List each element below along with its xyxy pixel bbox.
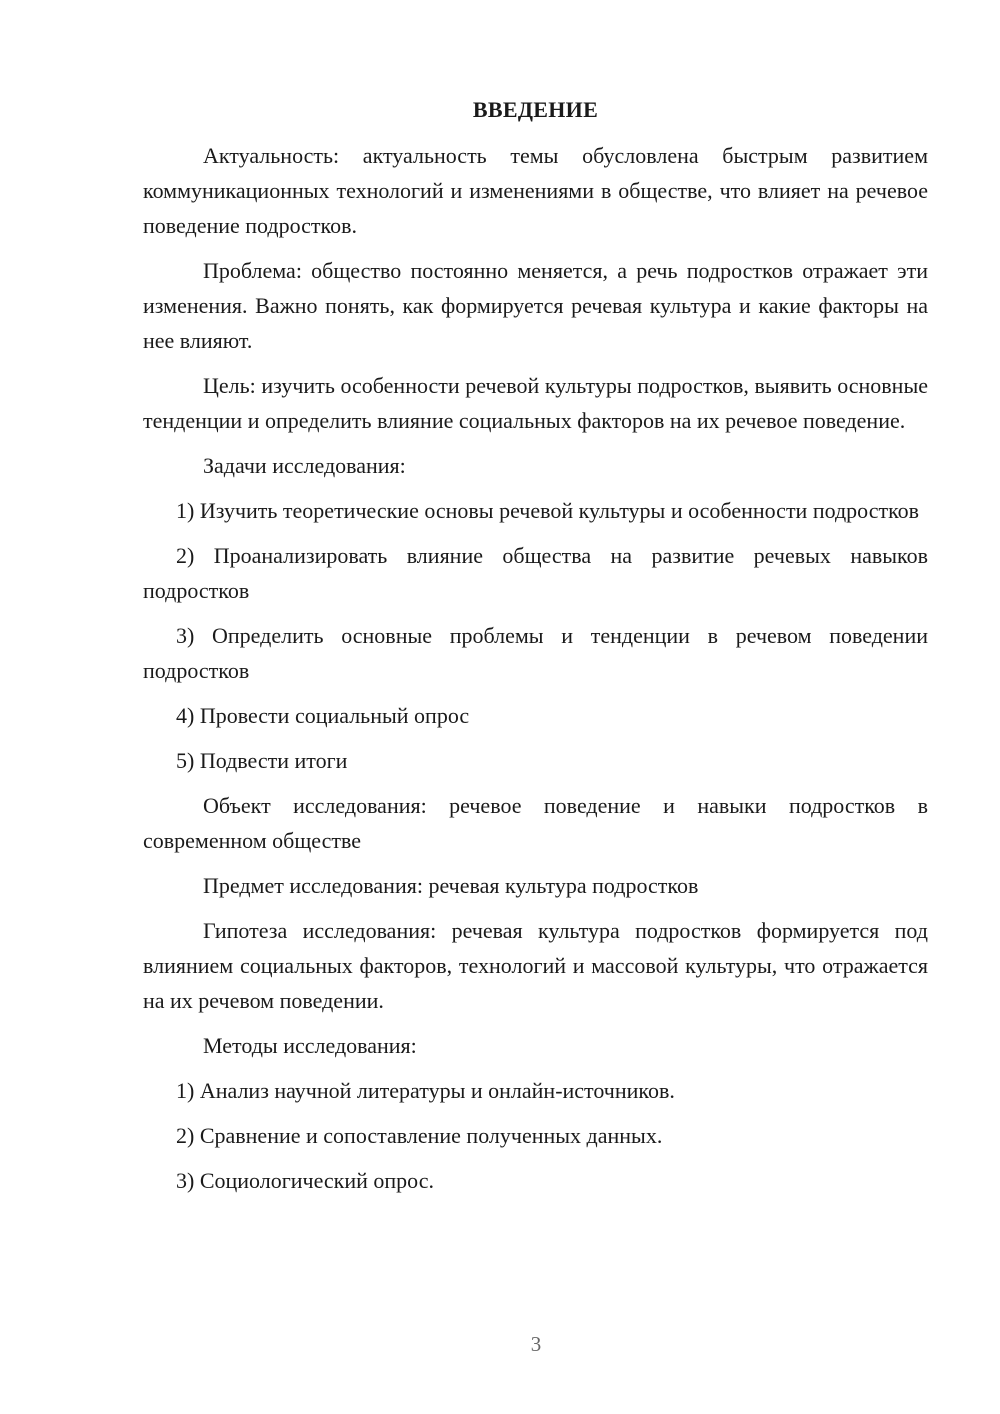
page-title: ВВЕДЕНИЕ: [472, 97, 599, 122]
document-body: [143, 92, 928, 1208]
task-item-2: 2) Проанализировать влияние общества на развитие речевых навыков подростков: [143, 543, 928, 603]
method-item-2: 2) Сравнение и сопоставление полученных данных.: [176, 1123, 663, 1148]
object-paragraph: Объект исследования: речевое поведение и навыки подростков в современном обществе: [143, 793, 928, 853]
relevance-paragraph: Актуальность: актуальность темы обусловлена быстрым развитием коммуникационных технологий и изменениями в обществе, что влияет на речевое поведение подростков.: [143, 143, 928, 238]
hypothesis-paragraph: Гипотеза исследования: речевая культура подростков формируется под влиянием социальных факторов, технологий и массовой культуры, что отражается на их речевом поведении.: [143, 918, 928, 1013]
problem-paragraph: Проблема: общество постоянно меняется, а речь подростков отражает эти изменения. Важно понять, как формируется речевая культура и какие факторы на нее влияют.: [143, 258, 928, 353]
method-item-3: 3) Социологический опрос.: [176, 1168, 434, 1193]
task-item-4: 4) Провести социальный опрос: [176, 703, 470, 728]
task-item-1: 1) Изучить теоретические основы речевой культуры и особенности подростков: [176, 498, 920, 523]
task-item-5: 5) Подвести итоги: [176, 748, 348, 773]
page-number: 3: [530, 1332, 542, 1356]
task-item-3: 3) Определить основные проблемы и тенденции в речевом поведении подростков: [143, 623, 928, 683]
method-item-1: 1) Анализ научной литературы и онлайн-источников.: [176, 1078, 675, 1103]
methods-heading: Методы исследования:: [203, 1033, 417, 1058]
tasks-heading: Задачи исследования:: [203, 453, 406, 478]
goal-paragraph: Цель: изучить особенности речевой культуры подростков, выявить основные тенденции и определить влияние социальных факторов на их речевое поведение.: [143, 373, 928, 433]
subject-paragraph: Предмет исследования: речевая культура подростков: [203, 873, 699, 898]
